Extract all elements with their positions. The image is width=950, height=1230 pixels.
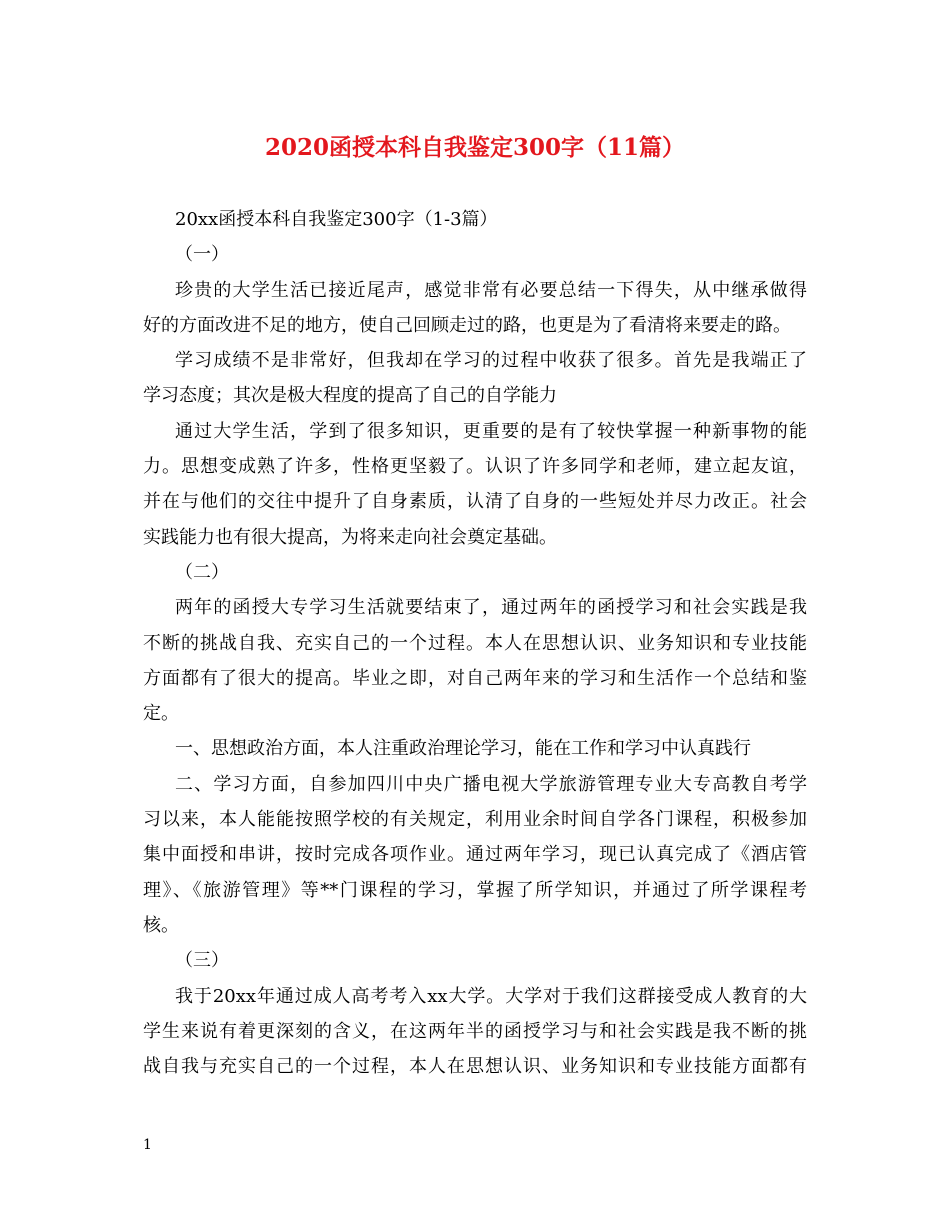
text-line: 我于20xx年通过成人高考考入xx大学。大学对于我们这群接受成人教育的大 [175, 985, 807, 1007]
text-line: 好的方面改进不足的地方，使自己回顾走过的路，也更是为了看清将来要走的路。 [143, 314, 791, 336]
section-heading: （三） [175, 950, 229, 972]
text-line: 两年的函授大专学习生活就要结束了，通过两年的函授学习和社会实践是我 [175, 597, 807, 619]
text-line: 核。 [143, 914, 179, 936]
text-line: 一、思想政治方面，本人注重政治理论学习，能在工作和学习中认真践行 [175, 738, 751, 760]
text-line: 通过大学生活，学到了很多知识，更重要的是有了较快掌握一种新事物的能 [175, 420, 807, 442]
section-heading: （一） [175, 244, 229, 266]
text-line: 习以来，本人能能按照学校的有关规定，利用业余时间自学各门课程，积极参加 [143, 809, 807, 831]
text-line: 二、学习方面，自参加四川中央广播电视大学旅游管理专业大专高教自考学 [175, 773, 807, 795]
document-subtitle: 20xx函授本科自我鉴定300字（1-3篇） [175, 209, 498, 230]
text-line: 方面都有了很大的提高。毕业之即，对自己两年来的学习和生活作一个总结和鉴 [143, 667, 807, 689]
text-line: 定。 [143, 703, 179, 725]
text-line: 学习成绩不是非常好，但我却在学习的过程中收获了很多。首先是我端正了 [175, 350, 807, 372]
document-body [143, 202, 807, 1084]
text-line: 战自我与充实自己的一个过程，本人在思想认识、业务知识和专业技能方面都有 [143, 1056, 807, 1078]
text-line: 不断的挑战自我、充实自己的一个过程。本人在思想认识、业务知识和专业技能 [143, 632, 807, 654]
document-title: 2020函授本科自我鉴定300字（11篇） [264, 134, 686, 161]
text-line: 实践能力也有很大提高，为将来走向社会奠定基础。 [143, 526, 557, 548]
page-number: 1 [143, 1137, 152, 1153]
text-line: 学生来说有着更深刻的含义，在这两年半的函授学习与和社会实践是我不断的挑 [143, 1020, 807, 1042]
text-line: 珍贵的大学生活已接近尾声，感觉非常有必要总结一下得失，从中继承做得 [175, 279, 807, 301]
text-line: 学习态度；其次是极大程度的提高了自己的自学能力 [143, 385, 557, 407]
text-line: 力。思想变成熟了许多，性格更坚毅了。认识了许多同学和老师，建立起友谊， [143, 456, 807, 478]
section-heading: （二） [175, 561, 229, 583]
text-line: 并在与他们的交往中提升了自身素质，认清了自身的一些短处并尽力改正。社会 [143, 491, 807, 513]
text-line: 理》、《旅游管理》等**门课程的学习，掌握了所学知识，并通过了所学课程考 [143, 879, 807, 901]
text-line: 集中面授和串讲，按时完成各项作业。通过两年学习，现已认真完成了《酒店管 [143, 844, 807, 866]
